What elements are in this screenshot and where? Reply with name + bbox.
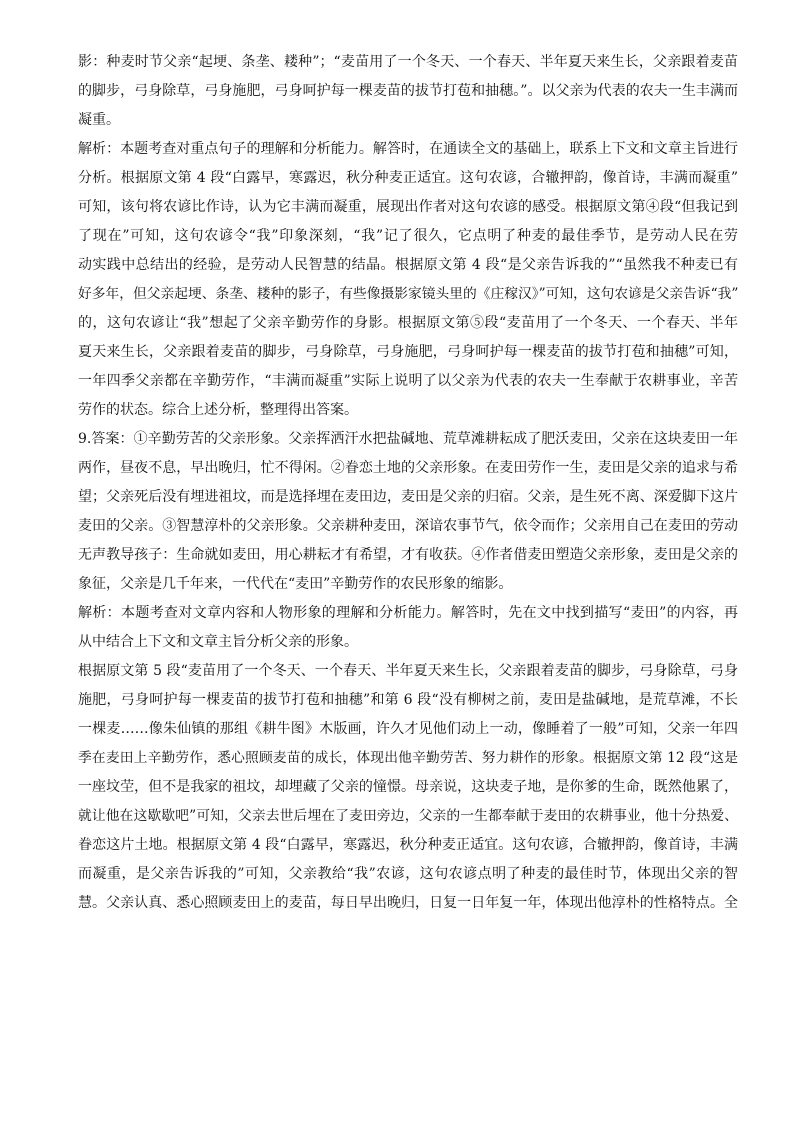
text-line: 夏天来生长，父亲跟着麦苗的脚步，弓身除草，弓身施肥，弓身呵护每一棵麦苗的拔节打苞和抽穗”可知， bbox=[78, 344, 738, 360]
text-line: 解析：本题考查对重点句子的理解和分析能力。解答时，在通读全文的基础上，联系上下文和文章主旨进行 bbox=[78, 141, 738, 157]
text-line: 根据原文第 5 段“麦苗用了一个冬天、一个春天、半年夏天来生长，父亲跟着麦苗的脚步，弓身除草，弓身 bbox=[78, 663, 738, 679]
text-line: 象征，父亲是几千年来，一代代在“麦田”辛勤劳作的农民形象的缩影。 bbox=[78, 576, 513, 592]
text-line: 可知，该句将农谚比作诗，认为它丰满而凝重，展现出作者对这句农谚的感受。根据原文第④段“但我记到 bbox=[78, 199, 738, 215]
text-line: 施肥，弓身呵护每一棵麦苗的拔节打苞和抽穗”和第 6 段“没有柳树之前，麦田是盐碱地，是荒草滩，不长 bbox=[78, 692, 738, 708]
text-line: 的，这句农谚让“我”想起了父亲辛勤劳作的身影。根据原文第⑤段“麦苗用了一个冬天、一个春天、半年 bbox=[78, 315, 738, 331]
text-line: 两作，昼夜不息，早出晚归，忙不得闲。②眷恋土地的父亲形象。在麦田劳作一生，麦田是父亲的追求与希 bbox=[78, 460, 738, 476]
text-line: 凝重。 bbox=[78, 112, 120, 128]
text-line: 季在麦田上辛勤劳作，悉心照顾麦苗的成长，体现出他辛勤劳苦、努力耕作的形象。根据原文第 12 段“这是 bbox=[78, 750, 738, 766]
text-line: 慧。父亲认真、悉心照顾麦田上的麦苗，每日早出晚归，日复一日年复一年，体现出他淳朴的性格特点。全 bbox=[78, 895, 738, 911]
text-line: 9.答案：①辛勤劳苦的父亲形象。父亲挥洒汗水把盐碱地、荒草滩耕耘成了肥沃麦田，父亲在这块麦田一年 bbox=[78, 431, 738, 447]
text-line: 解析：本题考查对文章内容和人物形象的理解和分析能力。解答时，先在文中找到描写“麦田”的内容，再 bbox=[78, 605, 738, 621]
text-line: 麦田的父亲。③智慧淳朴的父亲形象。父亲耕种麦田，深谙农事节气，依令而作；父亲用自己在麦田的劳动 bbox=[78, 518, 738, 534]
text-line: 的脚步，弓身除草，弓身施肥，弓身呵护每一棵麦苗的拔节打苞和抽穗。”。以父亲为代表的农夫一生丰满而 bbox=[78, 83, 738, 99]
text-line: 好多年，但父亲起埂、条垄、耧种的影子，有些像摄影家镜头里的《庄稼汉》”可知，这句农谚是父亲告诉“我” bbox=[78, 286, 738, 302]
text-line: 动实践中总结出的经验，是劳动人民智慧的结晶。根据原文第 4 段“是父亲告诉我的”“虽然我不种麦已有 bbox=[78, 257, 738, 273]
document-page bbox=[78, 48, 738, 918]
text-line: 眷恋这片土地。根据原文第 4 段“白露早，寒露迟，秋分种麦正适宜。这句农谚，合辙押韵，像首诗，丰满 bbox=[78, 837, 738, 853]
text-line: 一座坟茔，但不是我家的祖坟，却埋藏了父亲的憧憬。母亲说，这块麦子地，是你爹的生命，既然他累了， bbox=[78, 779, 738, 795]
text-line: 从中结合上下文和文章主旨分析父亲的形象。 bbox=[78, 634, 358, 650]
text-line: 一年四季父亲都在辛勤劳作，“丰满而凝重”实际上说明了以父亲为代表的农夫一生奉献于农耕事业，辛苦 bbox=[78, 373, 738, 389]
text-line: 无声教导孩子：生命就如麦田，用心耕耘才有希望，才有收获。④作者借麦田塑造父亲形象，麦田是父亲的 bbox=[78, 547, 738, 563]
text-line: 而凝重，是父亲告诉我的”可知，父亲教给“我”农谚，这句农谚点明了种麦的最佳时节，体现出父亲的智 bbox=[78, 866, 738, 882]
text-line: 了现在”可知，这句农谚令“我”印象深刻，“我”记了很久，它点明了种麦的最佳季节，是劳动人民在劳 bbox=[78, 228, 738, 244]
text-line: 分析。根据原文第 4 段“白露早，寒露迟，秋分种麦正适宜。这句农谚，合辙押韵，像首诗，丰满而凝重” bbox=[78, 170, 738, 186]
text-line: 就让他在这歇歇吧”可知，父亲去世后埋在了麦田旁边，父亲的一生都奉献于麦田的农耕事业，他十分热爱、 bbox=[78, 808, 738, 824]
text-line: 一棵麦……像朱仙镇的那组《耕牛图》木版画，许久才见他们动上一动，像睡着了一般”可知，父亲一年四 bbox=[78, 721, 738, 737]
text-line: 望；父亲死后没有埋进祖坟，而是选择埋在麦田边，麦田是父亲的归宿。父亲，是生死不离、深爱脚下这片 bbox=[78, 489, 738, 505]
text-line: 影：种麦时节父亲“起埂、条垄、耧种”；“麦苗用了一个冬天、一个春天、半年夏天来生长，父亲跟着麦苗 bbox=[78, 54, 738, 70]
text-line: 劳作的状态。综合上述分析，整理得出答案。 bbox=[78, 402, 358, 418]
